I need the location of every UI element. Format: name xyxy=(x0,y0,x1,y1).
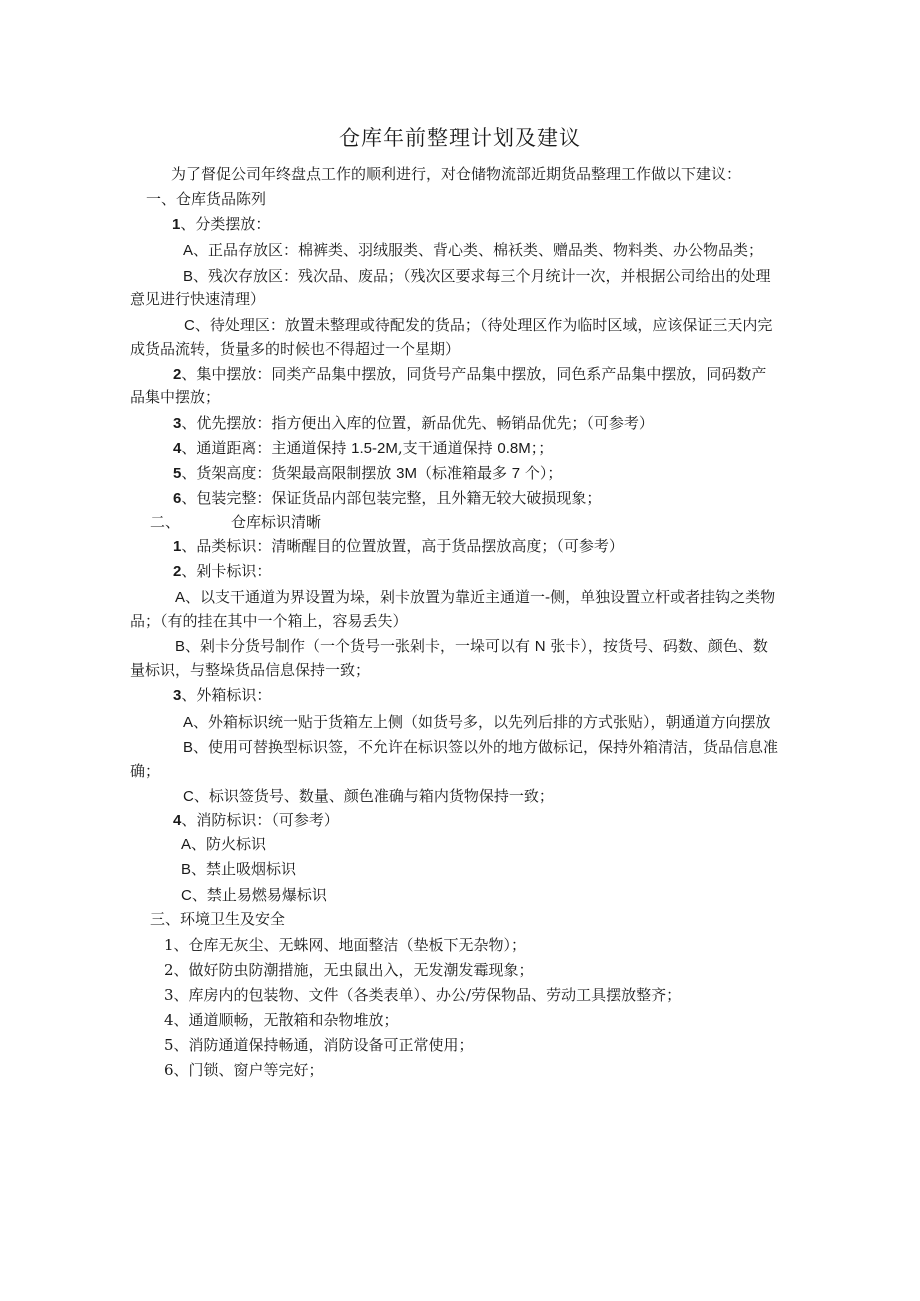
max-boxes-value: 7 xyxy=(511,465,521,482)
s1-item-1c-line-1 xyxy=(184,314,772,337)
s2-item-4b xyxy=(181,858,296,881)
s2-item-2a-line-2: 品；（有的挂在其中一个箱上，容易丢失） xyxy=(130,612,408,630)
s2-item-3b-line-2: 确； xyxy=(130,762,161,780)
s2-item-3a-text: 、外箱标识统一贴于货箱左上侧（如货号多，以先列后排的方式张贴），朝通道方向摆放 xyxy=(193,713,771,731)
main-aisle-width-value: 1.5-2M xyxy=(351,440,398,457)
s1-item-2-line-1 xyxy=(173,363,766,386)
s2-item-2b-text-b: 张卡），按货号、码数、颜色、数 xyxy=(545,637,768,655)
s2-item-2-number: 2 xyxy=(173,563,182,580)
s1-item-6 xyxy=(173,487,601,510)
s1-item-4 xyxy=(173,437,553,460)
s2-item-3b-line-1 xyxy=(183,736,778,759)
s2-item-2 xyxy=(173,560,271,583)
s2-item-2-text: 、剁卡标识： xyxy=(181,562,272,580)
s2-item-3 xyxy=(173,684,271,707)
s3-item-4: 4、通道顺畅，无散箱和杂物堆放； xyxy=(164,1011,399,1029)
s2-item-3a-marker: A xyxy=(183,714,194,731)
intro-paragraph: 为了督促公司年终盘点工作的顺利进行，对仓储物流部近期货品整理工作做以下建议： xyxy=(171,165,742,183)
s2-item-4a-marker: A xyxy=(181,836,192,853)
s1-item-6-number: 6 xyxy=(173,490,182,507)
s2-item-3-text: 、外箱标识： xyxy=(181,686,272,704)
s1-item-1a-marker: A xyxy=(183,242,194,259)
s1-item-1a-text: 、正品存放区：棉裤类、羽绒服类、背心类、棉袄类、赠品类、物料类、办公物品类； xyxy=(193,241,764,259)
s1-item-1b-marker: B xyxy=(183,268,194,285)
s2-item-2b-text-a: 、剁卡分货号制作（一个货号一张剁卡，一垛可以有 xyxy=(185,637,535,655)
s2-item-1-number: 1 xyxy=(173,538,182,555)
s1-item-1-text: 、分类摆放： xyxy=(180,215,271,233)
s2-item-1-text: 、品类标识：清晰醒目的位置放置，高于货品摆放高度；（可参考） xyxy=(181,537,624,555)
s2-item-4c xyxy=(181,884,327,907)
s2-item-4a-text: 、防火标识 xyxy=(191,835,267,853)
s2-item-1 xyxy=(173,535,624,558)
s2-item-4b-marker: B xyxy=(181,861,192,878)
s2-item-4-text: 、消防标识：（可参考） xyxy=(181,811,339,829)
s1-item-1b-text: 、残次存放区：残次品、废品；（残次区要求每三个月统计一次，并根据公司给出的处理 xyxy=(193,267,771,285)
s2-item-3c-text: 、标识签货号、数量、颜色准确与箱内货物保持一致； xyxy=(193,787,554,805)
s2-item-3-number: 3 xyxy=(173,687,182,704)
s1-item-5-text-c: 个）； xyxy=(520,464,563,482)
s2-item-3b-marker: B xyxy=(183,739,194,756)
s2-item-4c-marker: C xyxy=(181,887,192,904)
s3-item-6: 6、门锁、窗户等完好； xyxy=(164,1061,324,1079)
s1-item-5 xyxy=(173,462,562,485)
s3-item-3: 3、库房内的包装物、文件（各类表单）、办公/劳保物品、劳动工具摆放整齐； xyxy=(164,986,682,1004)
section-1-heading: 一、仓库货品陈列 xyxy=(146,190,267,208)
s1-item-1-number: 1 xyxy=(172,216,181,233)
s1-item-1 xyxy=(172,213,270,236)
s1-item-3-number: 3 xyxy=(173,415,182,432)
s2-item-2b-line-1 xyxy=(175,635,768,658)
s1-item-1c-marker: C xyxy=(184,317,195,334)
s1-item-5-text-b: （标准箱最多 xyxy=(416,464,512,482)
s1-item-2-number: 2 xyxy=(173,366,182,383)
s2-item-2a-line-1 xyxy=(175,586,775,609)
section-2-heading-number: 二、 xyxy=(150,513,181,531)
s1-item-1a xyxy=(183,239,763,262)
s2-item-2a-marker: A xyxy=(175,589,186,606)
s1-item-5-text-a: 、货架高度：货架最高限制摆放 xyxy=(181,464,397,482)
s1-item-1c-line-2: 成货品流转，货量多的时候也不得超过一个星期） xyxy=(130,340,461,358)
s2-item-4b-text: 、禁止吸烟标识 xyxy=(191,860,297,878)
s1-item-3-text: 、优先摆放：指方便出入库的位置，新品优先、畅销品优先；（可参考） xyxy=(181,414,654,432)
s2-item-3c xyxy=(183,785,554,808)
s2-item-3c-marker: C xyxy=(183,788,194,805)
s1-item-2-text: 、集中摆放：同类产品集中摆放，同货号产品集中摆放，同色系产品集中摆放，同码数产 xyxy=(181,365,767,383)
s1-item-4-number: 4 xyxy=(173,440,182,457)
s1-item-1b-line-2: 意见进行快速清理） xyxy=(130,290,266,308)
s1-item-5-number: 5 xyxy=(173,465,182,482)
s1-item-4-text-c: ；； xyxy=(530,439,554,457)
s3-item-1: 1、仓库无灰尘、无蛛网、地面整洁（垫板下无杂物）； xyxy=(164,936,527,954)
s3-item-5: 5、消防通道保持畅通，消防设备可正常使用； xyxy=(164,1036,474,1054)
s1-item-1c-text: 、待处理区：放置未整理或待配发的货品；（待处理区作为临时区域，应该保证三天内完 xyxy=(194,316,773,334)
section-2-heading: 仓库标识清晰 xyxy=(231,513,322,531)
shelf-height-value: 3M xyxy=(396,465,417,482)
s2-item-4 xyxy=(173,809,339,832)
s1-item-3 xyxy=(173,412,654,435)
s2-item-3a xyxy=(183,711,771,734)
s1-item-1b-line-1 xyxy=(183,265,771,288)
s2-item-2b-line-2: 量标识，与整垛货品信息保持一致； xyxy=(130,661,371,679)
document-title: 仓库年前整理计划及建议 xyxy=(339,126,581,150)
s2-item-2a-text: 、以支干通道为界设置为垛，剁卡放置为靠近主通道一-侧，单独设置立杆或者挂钩之类物 xyxy=(185,588,776,606)
s2-item-4-number: 4 xyxy=(173,812,182,829)
s1-item-4-text-b: ,支干通道保持 xyxy=(397,439,498,457)
s2-item-3b-text: 、使用可替换型标识签，不允许在标识签以外的地方做标记，保持外箱清洁，货品信息准 xyxy=(193,738,779,756)
s2-item-2b-marker: B xyxy=(175,638,186,655)
s2-item-4c-text: 、禁止易燃易爆标识 xyxy=(191,886,327,904)
branch-aisle-width-value: 0.8M xyxy=(497,440,531,457)
section-3-heading: 三、环境卫生及安全 xyxy=(150,910,286,928)
s1-item-6-text: 、包装完整：保证货品内部包装完整，且外籍无较大破损现象； xyxy=(181,489,602,507)
s1-item-2-line-2: 品集中摆放； xyxy=(130,388,221,406)
s1-item-4-text-a: 、通道距离：主通道保持 xyxy=(181,439,352,457)
cards-per-stack-value: N xyxy=(534,638,546,655)
s3-item-2: 2、做好防虫防潮措施，无虫鼠出入，无发潮发霉现象； xyxy=(164,961,534,979)
s2-item-4a xyxy=(181,833,266,856)
